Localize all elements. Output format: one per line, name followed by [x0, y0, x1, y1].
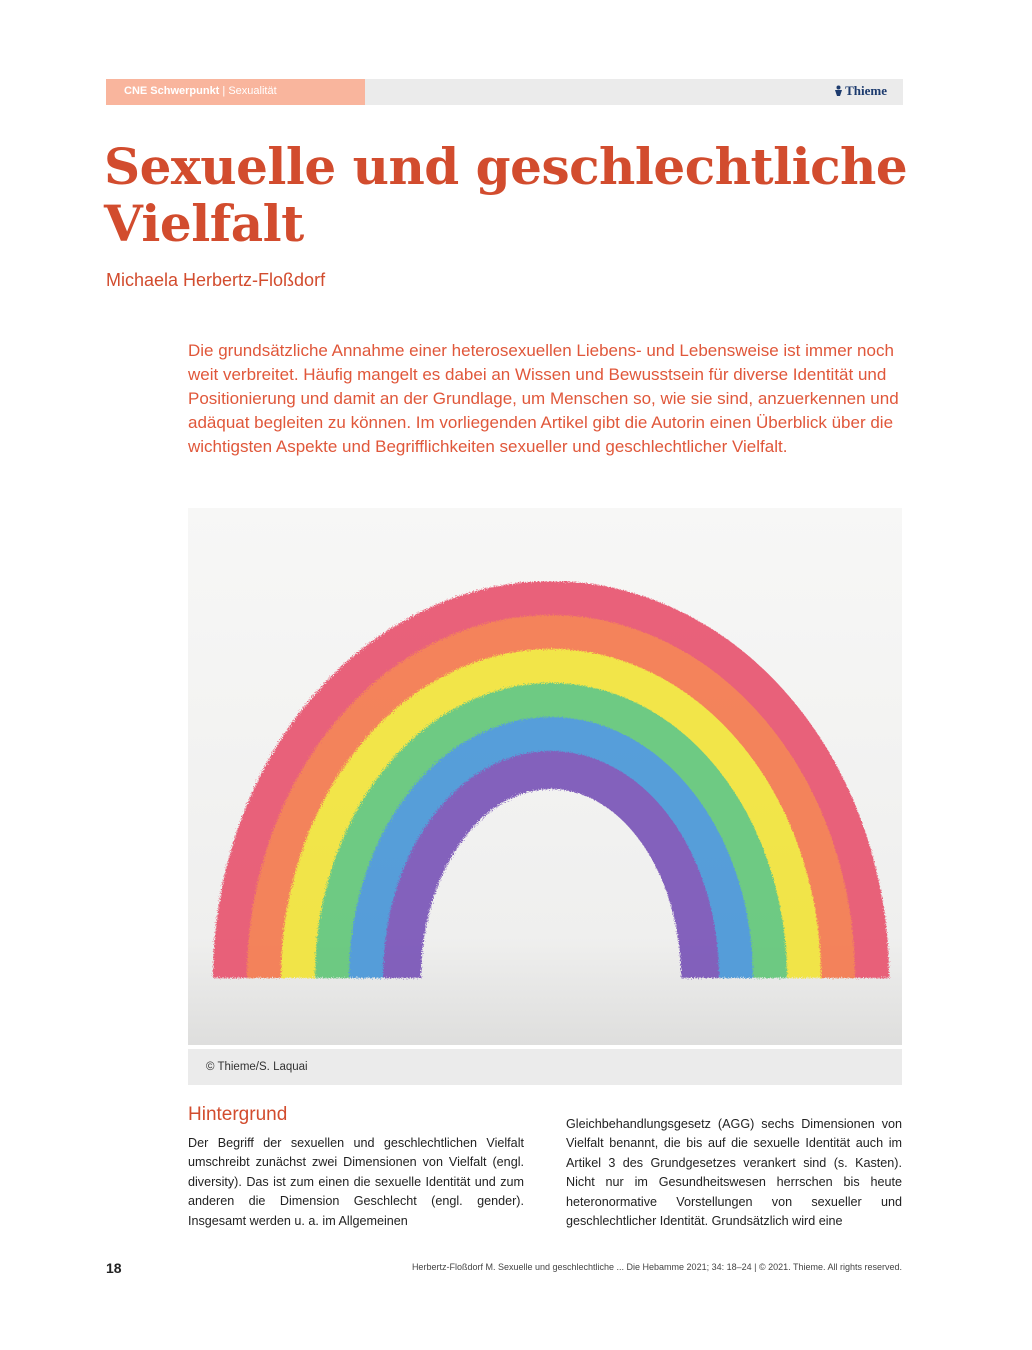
- article-abstract: Die grundsätzliche Annahme einer heterosexuellen Liebens- und Lebensweise ist immer noch weit verbreitet. Häufig mangelt es dabei an Wissen und Bewusstsein für diverse Identität und Positionierung und damit an der Grundlage, um Menschen so, wie sie sind, anzuerkennen und adäquat begleiten zu können. Im vorliegenden Artikel gibt die Autorin einen Überblick über die wichtigsten Aspekte und Begrifflichkeiten sexueller und geschlechtlicher Vielfalt.: [188, 341, 899, 456]
- article-title: Sexuelle und geschlechtliche Vielfalt: [104, 137, 908, 253]
- page-number: 18: [106, 1260, 122, 1276]
- section-heading: Hintergrund: [188, 1104, 288, 1125]
- article-author: Michaela Herbertz-Floßdorf: [106, 270, 326, 290]
- section-label: CNE Schwerpunkt: [124, 85, 220, 97]
- body-text-left-column: Der Begriff der sexuellen und geschlechtlichen Vielfalt umschreibt zunächst zwei Dimensionen von Vielfalt (engl. diversity). Das ist zum einen die sexuelle Identität und zum anderen die Dimension Geschlecht (engl. gender). Insgesamt werden u. a. im Allgemeinen: [188, 1136, 524, 1228]
- figure-caption: © Thieme/S. Laquai: [206, 1061, 308, 1073]
- thieme-logo-icon: [834, 85, 843, 96]
- section-separator: |: [222, 85, 226, 97]
- rainbow-drawing: [188, 508, 902, 1045]
- body-text-right-column: Gleichbehandlungsgesetz (AGG) sechs Dimensionen von Vielfalt benannt, die bis auf die sexuelle Identität auch im Artikel 3 des Grundgesetzes verankert sind (s. Kasten). Nicht nur im Gesundheitswesen herrschen bis heute heteronormative Vorstellungen von sexueller und geschlechtlicher Identität. Grundsätzlich wird eine: [566, 1117, 902, 1229]
- rainbow-illustration: [188, 508, 902, 1045]
- header-section-label: [124, 85, 277, 98]
- footer-citation: Herbertz-Floßdorf M. Sexuelle und geschlechtliche ... Die Hebamme 2021; 34: 18–24 | © 2021. Thieme. All rights reserved.: [411, 1262, 902, 1272]
- publisher-name: Thieme: [845, 83, 887, 98]
- header-bar: [365, 79, 903, 105]
- section-topic: Sexualität: [228, 85, 277, 97]
- publisher-logo: [834, 83, 887, 99]
